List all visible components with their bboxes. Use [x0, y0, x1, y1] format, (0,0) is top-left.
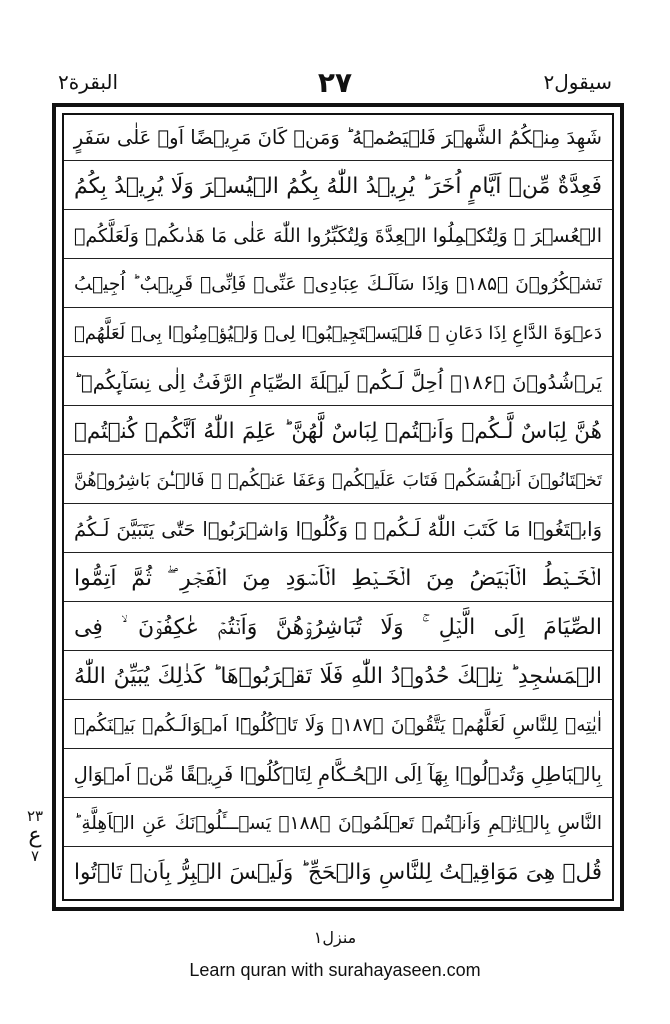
verse-line-14: بِالۡبَاطِلِ وَتُدۡلُوۡا بِهَآ اِلَى الۡحُـکَّامِ لِتَاۡکُلُوۡا فَرِيۡقًا مِّنۡ اَمۡوَالِ — [64, 752, 612, 798]
verse-line-5: دَعۡوَةَ الدَّاعِ اِذَا دَعَانِ ۙ فَلۡيَسۡتَجِيۡبُوۡا لِىۡ وَلۡيُؤۡمِنُوۡا بِىۡ لَعَلَّهُمۡ — [64, 311, 612, 357]
verse-line-6: يَرۡشُدُوۡنَ ﴿۱۸۶﴾ اُحِلَّ لَـكُمۡ لَيۡلَةَ الصِّيَامِ الرَّفَثُ اِلٰى نِسَآٮِٕكُمۡ ؕ — [64, 360, 612, 406]
verse-line-7: هُنَّ لِبَاسٌ لَّـكُمۡ وَاَنۡتُمۡ لِبَاسٌ لَّهُنَّ ؕ عَلِمَ اللّٰهُ اَنَّكُمۡ كُنۡتُمۡ — [64, 409, 612, 455]
verse-line-8: تَخۡتَانُوۡنَ اَنۡفُسَكُمۡ فَتَابَ عَلَيۡكُمۡ وَعَفَا عَنۡكُمۡ ۚ فَالۡـٰٔنَ بَاشِرُوۡهُنَّ — [64, 458, 612, 504]
verse-line-4: تَشۡكُرُوۡنَ ﴿۱۸۵﴾ وَاِذَا سَاَلَـكَ عِبَادِىۡ عَنِّىۡ فَاِنِّىۡ قَرِيۡبٌ ؕ اُجِيۡبُ — [64, 262, 612, 308]
verse-line-12: الۡمَسٰجِدِ ؕ تِلۡكَ حُدُوۡدُ اللّٰهِ فَلَا تَقۡرَبُوۡهَا ؕ كَذٰلِكَ يُبَيِّنُ اللّٰهُ — [64, 654, 612, 700]
site-credit: Learn quran with surahayaseen.com — [189, 960, 481, 980]
verse-line-15: النَّاسِ بِالۡاِثۡمِ وَاَنۡتُمۡ تَعۡلَمُوۡنَ ﴿۱۸۸﴾ يَسۡـــَٔلُوۡنَكَ عَنِ الۡاَهِلَّةِ ؕ — [64, 801, 612, 847]
verse-line-10: الۡخَـيۡطُ الۡاَبۡيَضُ مِنَ الۡخَـيۡطِ الۡاَسۡوَدِ مِنَ الۡفَجۡرِ ۖ ثُمَّ اَتِمُّوا — [64, 556, 612, 602]
ruku-margin-mark — [22, 808, 48, 864]
juz-name: سیقول۲ — [543, 70, 612, 94]
verse-line-1: شَهِدَ مِنۡكُمُ الشَّهۡرَ فَلۡيَصُمۡهُ ؕ وَمَنۡ كَانَ مَرِيۡضًا اَوۡ عَلٰى سَفَرٍ — [64, 115, 612, 161]
verse-line-11: الصِّيَامَ اِلَى الَّيۡلِ ۚ وَلَا تُبَاشِرُوۡهُنَّ وَاَنۡتُمۡ عٰكِفُوۡنَ ۙ فِى — [64, 605, 612, 651]
verse-line-16: قُلۡ هِىَ مَوَاقِيۡتُ لِلنَّاسِ وَالۡحَجِّ ؕ وَلَيۡسَ الۡبِرُّ بِاَنۡ تَاۡتُوا — [74, 860, 602, 885]
text-frame-inner — [62, 113, 614, 901]
surah-name: البقرة۲ — [58, 70, 119, 94]
page-header — [0, 68, 670, 102]
verse-line-13: اٰيٰتِهٖ لِلنَّاسِ لَعَلَّهُمۡ يَتَّقُوۡنَ ﴿۱۸۷﴾ وَلَا تَاۡكُلُوۡٓا اَمۡوَالَـكُمۡ بَيۡنَكُمۡ — [64, 703, 612, 749]
ruku-count: ۷ — [30, 847, 40, 865]
ruku-number: ۲۳ — [26, 807, 44, 825]
page-number: ۲۷ — [317, 66, 353, 99]
ruku-sign: ع — [28, 823, 42, 848]
manzil-label: منزل۱ — [313, 928, 357, 947]
verse-line-9: وَابۡتَغُوۡا مَا كَتَبَ اللّٰهُ لَـكُمۡ ۚ وَكُلُوۡا وَاشۡرَبُوۡا حَتّٰى يَتَبَيَّنَ لَـكُمُ — [64, 507, 612, 553]
verse-line-3: الۡعُسۡرَ ۡ وَلِتُكۡمِلُوا الۡعِدَّةَ وَلِتُكَبِّرُوا اللّٰهَ عَلٰى مَا هَدٰٮكُمۡ وَلَعَلَّكُمۡ — [64, 213, 612, 259]
verse-line-2: فَعِدَّةٌ مِّنۡ اَيَّامٍ اُخَرَ ؕ يُرِيۡدُ اللّٰهُ بِكُمُ الۡيُسۡرَ وَلَا يُرِيۡدُ بِكُمُ — [64, 164, 612, 210]
text-frame — [52, 103, 624, 911]
